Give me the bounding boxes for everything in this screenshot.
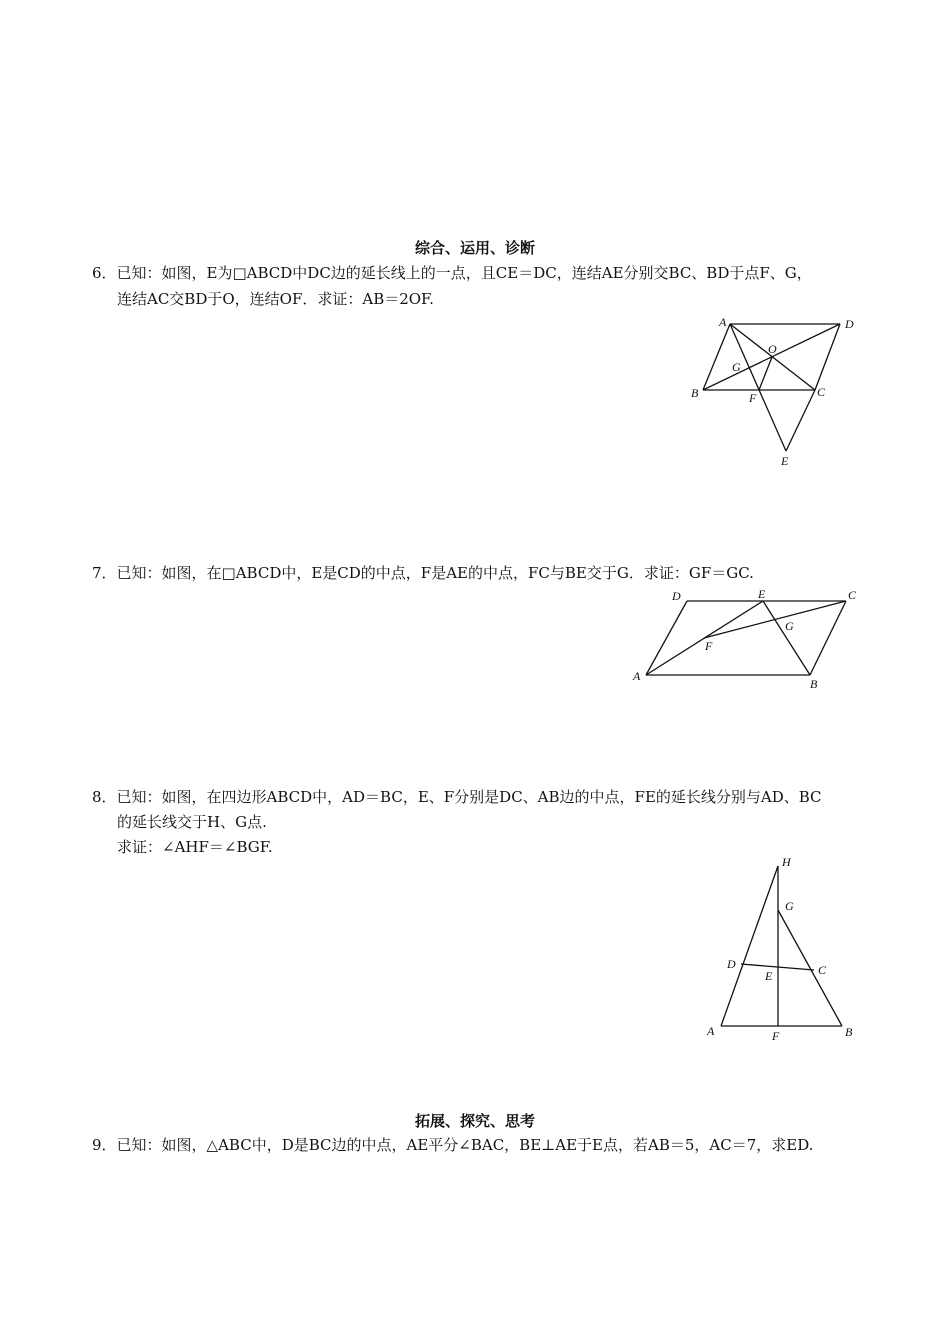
fig7-label-B: B (810, 677, 818, 691)
fig7-edge-DA (646, 601, 687, 675)
fig8-label-G: G (785, 899, 794, 913)
fig6-label-G: G (732, 360, 741, 374)
fig8-label-F: F (772, 1029, 780, 1043)
fig7-label-C: C (848, 588, 857, 602)
fig6-label-A: A (719, 315, 727, 329)
problem-6-line-1: 6．已知：如图，E为□ABCD中DC边的延长线上的一点，且CE＝DC，连结AE分别交BC、BD于点F、G， (92, 264, 812, 282)
fig8-label-C: C (818, 963, 827, 977)
fig6-edge-AB (703, 324, 730, 390)
figure-problem-8 (700, 850, 865, 1045)
problem-7-line-1: 7．已知：如图，在□ABCD中，E是CD的中点，F是AE的中点，FC与BE交于G．求证：GF＝GC. (92, 564, 754, 582)
fig6-segment-AE (730, 324, 786, 451)
fig6-edge-CE (786, 390, 815, 451)
fig6-label-E: E (781, 454, 789, 468)
fig6-label-F: F (749, 391, 757, 405)
fig8-label-A: A (707, 1024, 715, 1038)
fig7-label-G: G (785, 619, 794, 633)
fig7-label-E: E (758, 587, 766, 601)
figure-problem-6 (680, 310, 870, 470)
fig8-label-B: B (845, 1025, 853, 1039)
fig7-edge-CB (810, 601, 846, 675)
fig6-diagonal-AC (730, 324, 815, 390)
problem-9-line-1: 9．已知：如图，△ABC中，D是BC边的中点，AE平分∠BAC，BE⊥AE于E点，若AB＝5，AC＝7，求ED. (92, 1136, 814, 1154)
fig6-label-D: D (845, 317, 854, 331)
problem-8-line-3: 求证：∠AHF＝∠BGF. (117, 838, 273, 856)
section-heading-extension: 拓展、探究、思考 (414, 1112, 535, 1130)
fig6-label-B: B (691, 386, 699, 400)
fig7-label-A: A (633, 669, 641, 683)
fig8-label-E: E (765, 969, 773, 983)
section-heading-comprehensive: 综合、运用、诊断 (414, 239, 535, 257)
problem-8-line-2: 的延长线交于H、G点. (117, 813, 267, 831)
problem-8-line-1: 8．已知：如图，在四边形ABCD中，AD＝BC，E、F分别是DC、AB边的中点，FE的延长线分别与AD、BC (92, 788, 822, 806)
fig8-label-D: D (727, 957, 736, 971)
fig8-segment-AH (721, 866, 778, 1026)
fig8-label-H: H (782, 855, 791, 869)
figure-problem-7 (625, 583, 865, 693)
fig7-label-D: D (672, 589, 681, 603)
fig7-label-F: F (705, 639, 713, 653)
fig7-segment-FC (704, 601, 846, 638)
problem-6-line-2: 连结AC交BD于O，连结OF．求证：AB＝2OF. (117, 290, 434, 308)
fig6-label-O: O (768, 342, 777, 356)
fig6-label-C: C (817, 385, 826, 399)
